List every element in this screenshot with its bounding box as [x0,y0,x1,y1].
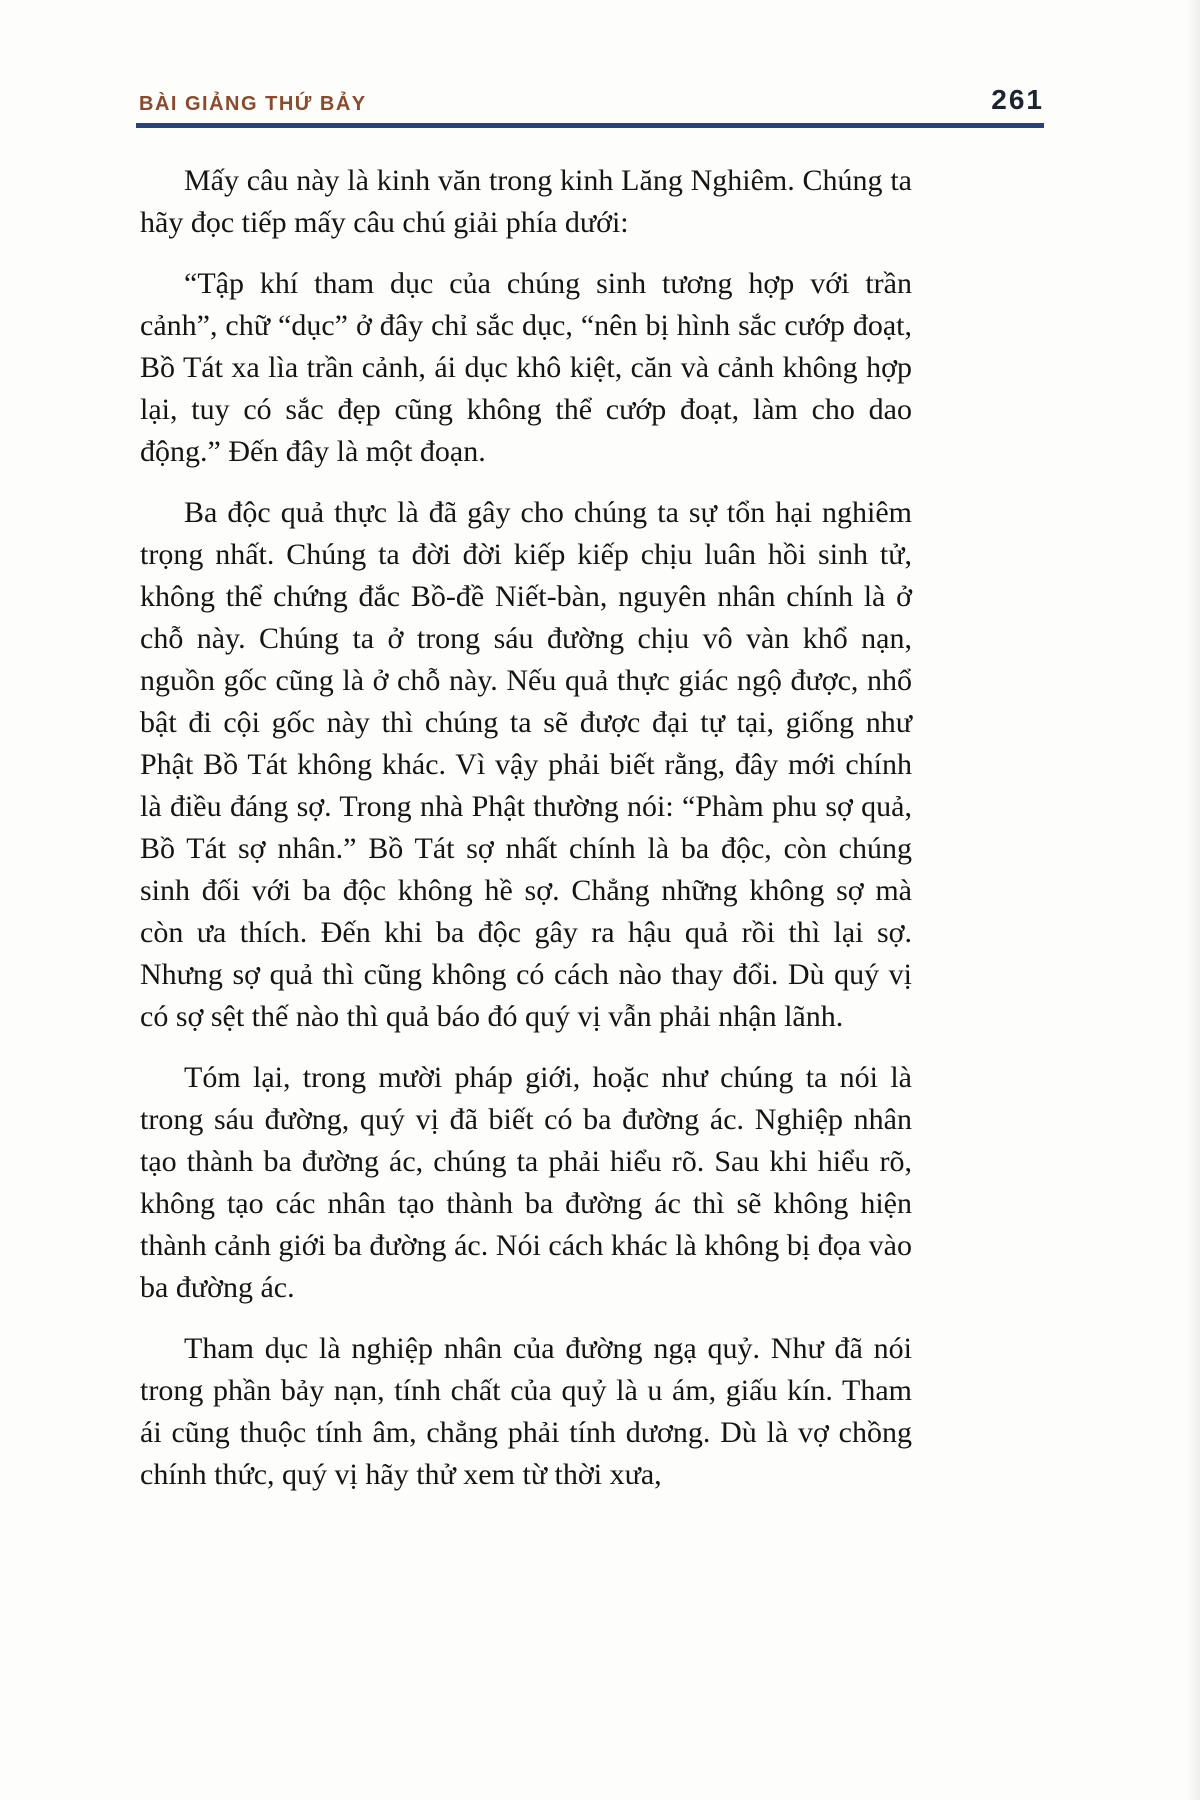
paragraph-3: Ba độc quả thực là đã gây cho chúng ta sự tổn hại nghiêm trọng nhất. Chúng ta đời đời kiếp kiếp chịu luân hồi sinh tử, không thể chứng đắc Bồ-đề Niết-bàn, nguyên nhân chính là ở chỗ này. Chúng ta ở trong sáu đường chịu vô vàn khổ nạn, nguồn gốc cũng là ở chỗ này. Nếu quả thực giác ngộ được, nhổ bật đi cội gốc này thì chúng ta sẽ được đại tự tại, giống như Phật Bồ Tát không khác. Vì vậy phải biết rằng, đây mới chính là điều đáng sợ. Trong nhà Phật thường nói: “Phàm phu sợ quả, Bồ Tát sợ nhân.” Bồ Tát sợ nhất chính là ba độc, còn chúng sinh đối với ba độc không hề sợ. Chẳng những không sợ mà còn ưa thích. Đến khi ba độc gây ra hậu quả rồi thì lại sợ. Nhưng sợ quả thì cũng không có cách nào thay đổi. Dù quý vị có sợ sệt thế nào thì quả báo đó quý vị vẫn phải nhận lãnh. [140,496,912,1033]
paragraph-4: Tóm lại, trong mười pháp giới, hoặc như chúng ta nói là trong sáu đường, quý vị đã biết có ba đường ác. Nghiệp nhân tạo thành ba đường ác, chúng ta phải hiểu rõ. Sau khi hiểu rõ, không tạo các nhân tạo thành ba đường ác thì sẽ không hiện thành cảnh giới ba đường ác. Nói cách khác là không bị đọa vào ba đường ác. [140,1061,912,1304]
header-row [136,84,1044,116]
paragraph-5: Tham dục là nghiệp nhân của đường ngạ quỷ. Như đã nói trong phần bảy nạn, tính chất của quỷ là u ám, giấu kín. Tham ái cũng thuộc tính âm, chẳng phải tính dương. Dù là vợ chồng chính thức, quý vị hãy thử xem từ thời xưa, [140,1332,912,1491]
running-title: BÀI GIẢNG THỨ BẢY [139,93,367,115]
paragraph-2: “Tập khí tham dục của chúng sinh tương hợp với trần cảnh”, chữ “dục” ở đây chỉ sắc dục, “nên bị hình sắc cướp đoạt, Bồ Tát xa lìa trần cảnh, ái dục khô kiệt, căn và cảnh không hợp lại, tuy có sắc đẹp cũng không thể cướp đoạt, làm cho dao động.” Đến đây là một đoạn. [140,267,912,468]
page-number: 261 [991,84,1044,115]
page-header [136,84,1044,128]
paragraph-1: Mấy câu này là kinh văn trong kinh Lăng Nghiêm. Chúng ta hãy đọc tiếp mấy câu chú giải phía dưới: [140,164,912,239]
header-rule [136,123,1044,128]
page-body [140,160,912,1515]
